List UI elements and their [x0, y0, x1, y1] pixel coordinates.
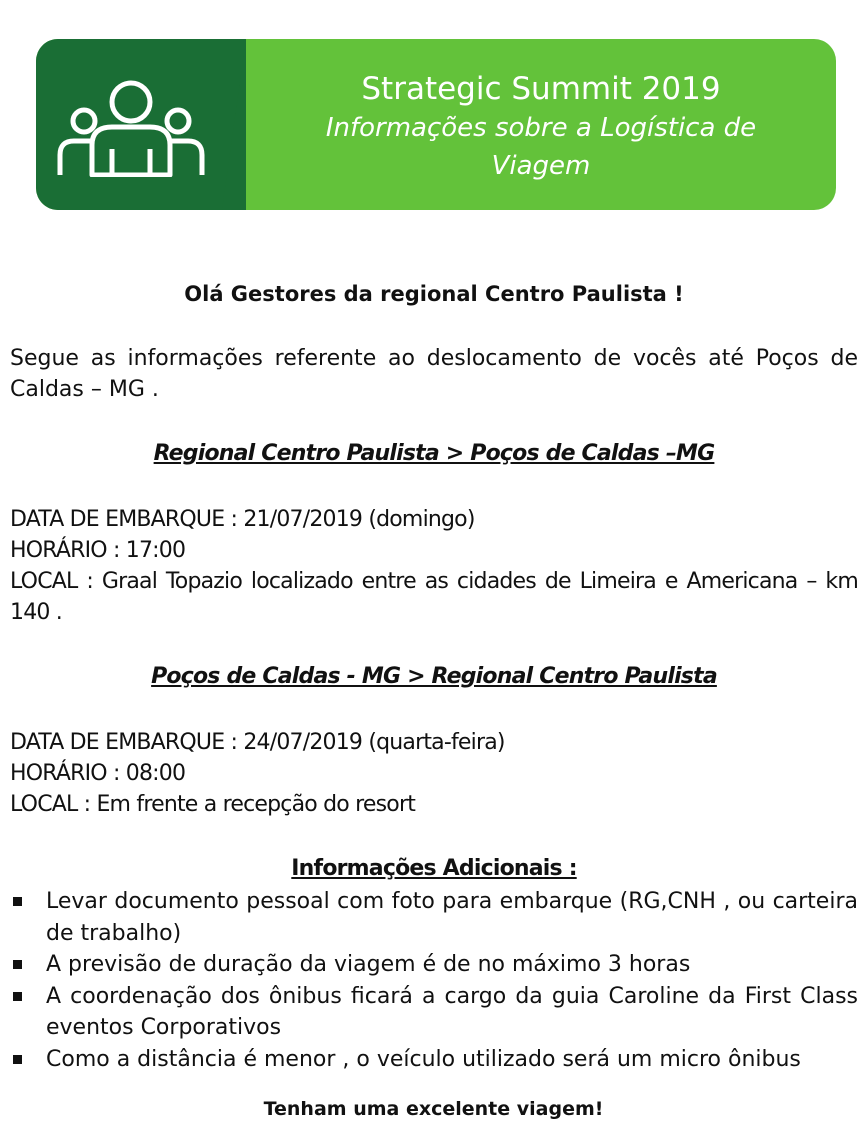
return-heading: Poços de Caldas - MG > Regional Centro Paulista [151, 664, 717, 689]
additional-list [10, 886, 858, 1075]
closing-message: Tenham uma excelente viagem! [263, 1098, 604, 1120]
banner-title: Strategic Summit 2019 [361, 71, 721, 107]
intro-paragraph: Segue as informações referente ao deslocamento de vocês até Poços de Caldas – MG . [10, 346, 858, 402]
list-item-text: Levar documento pessoal com foto para embarque (RG,CNH , ou carteira de trabalho) [46, 889, 858, 946]
outbound-heading: Regional Centro Paulista > Poços de Caldas –MG [153, 441, 715, 466]
banner-subtitle: Informações sobre a Logística de Viagem [325, 113, 757, 181]
list-item [10, 886, 858, 949]
header-banner [36, 39, 836, 210]
bullet-square-icon [13, 960, 22, 969]
banner-slant [222, 39, 246, 210]
people-group-icon [56, 77, 206, 177]
list-item-text: A previsão de duração da viagem é de no máximo 3 horas [46, 952, 691, 977]
return-local: LOCAL : Em frente a recepção do resort [10, 792, 416, 817]
bullet-square-icon [13, 992, 22, 1001]
return-time: HORÁRIO : 08:00 [10, 761, 186, 786]
outbound-time: HORÁRIO : 17:00 [10, 538, 186, 563]
greeting: Olá Gestores da regional Centro Paulista ! [184, 282, 684, 306]
list-item-text: Como a distância é menor , o veículo utilizado será um micro ônibus [46, 1046, 801, 1072]
bullet-square-icon [13, 897, 22, 906]
additional-heading: Informações Adicionais : [291, 856, 577, 881]
list-item [10, 981, 858, 1044]
banner-text [256, 69, 826, 185]
list-item-text: A coordenação dos ônibus ficará a cargo da guia Caroline da First Class eventos Corporativos [46, 983, 858, 1040]
outbound-date: DATA DE EMBARQUE : 21/07/2019 (domingo) [10, 507, 475, 532]
bullet-square-icon [13, 1055, 22, 1064]
list-item [10, 1044, 858, 1076]
return-date: DATA DE EMBARQUE : 24/07/2019 (quarta-feira) [10, 730, 505, 755]
outbound-local: LOCAL : Graal Topazio localizado entre as cidades de Limeira e Americana – km 140 . [10, 569, 858, 625]
list-item [10, 949, 858, 981]
